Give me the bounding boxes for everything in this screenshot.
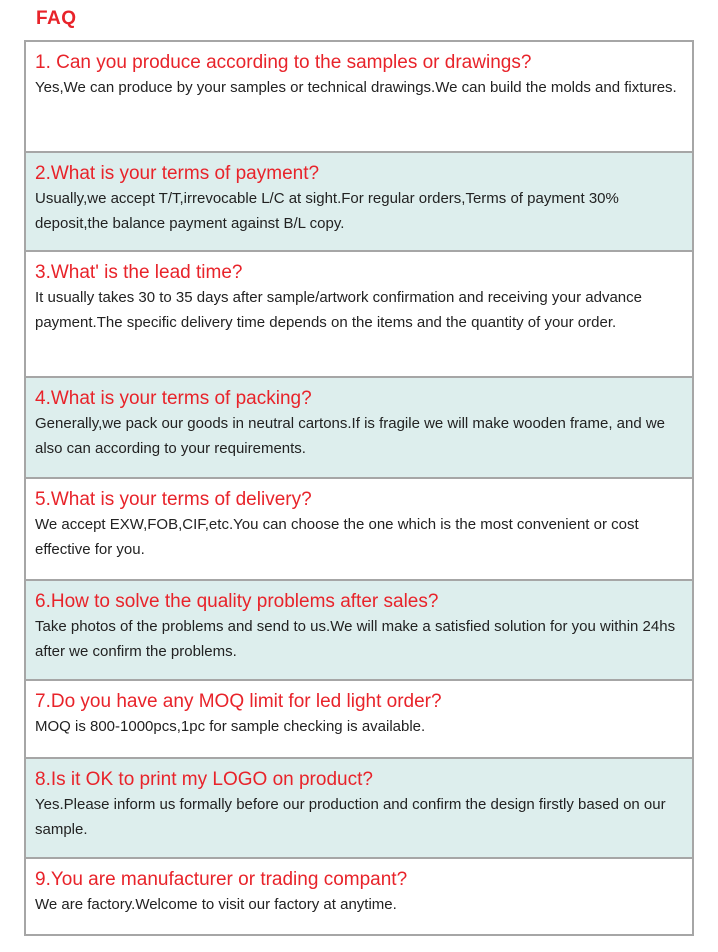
faq-answer-2: Usually,we accept T/T,irrevocable L/C at sight.For regular orders,Terms of payment 30% deposit,the balance payment against B/L copy.: [35, 190, 619, 232]
faq-answer-7: MOQ is 800-1000pcs,1pc for sample checking is available.: [35, 718, 426, 735]
faq-list: [24, 40, 694, 936]
page-title: FAQ: [36, 8, 77, 29]
faq-item-9: [26, 859, 692, 934]
faq-answer-1: Yes,We can produce by your samples or technical drawings.We can build the molds and fixtures.: [35, 79, 677, 96]
faq-item-5: [26, 479, 692, 581]
faq-item-6: [26, 581, 692, 681]
faq-answer-4: Generally,we pack our goods in neutral cartons.If is fragile we will make wooden frame, and we also can according to your requirements.: [35, 415, 666, 457]
faq-item-1: [26, 42, 692, 153]
faq-item-8: [26, 759, 692, 859]
faq-question-2: 2.What is your terms of payment?: [35, 163, 320, 184]
faq-question-7: 7.Do you have any MOQ limit for led light order?: [35, 691, 442, 712]
faq-answer-9: We are factory.Welcome to visit our factory at anytime.: [35, 896, 397, 913]
faq-question-9: 9.You are manufacturer or trading compant?: [35, 869, 408, 890]
faq-item-7: [26, 681, 692, 759]
faq-question-4: 4.What is your terms of packing?: [35, 388, 312, 409]
faq-question-1: 1. Can you produce according to the samples or drawings?: [35, 52, 532, 73]
faq-answer-5: We accept EXW,FOB,CIF,etc.You can choose the one which is the most convenient or cost effective for you.: [35, 516, 639, 558]
faq-item-2: [26, 153, 692, 252]
faq-answer-8: Yes.Please inform us formally before our production and confirm the design firstly based on our sample.: [35, 796, 666, 838]
faq-answer-3: It usually takes 30 to 35 days after sample/artwork confirmation and receiving your advance payment.The specific delivery time depends on the items and the quantity of your order.: [35, 289, 642, 331]
faq-answer-6: Take photos of the problems and send to us.We will make a satisfied solution for you within 24hs after we confirm the problems.: [35, 618, 676, 660]
faq-item-3: [26, 252, 692, 378]
faq-question-3: 3.What' is the lead time?: [35, 262, 243, 283]
faq-question-5: 5.What is your terms of delivery?: [35, 489, 312, 510]
faq-question-6: 6.How to solve the quality problems after sales?: [35, 591, 439, 612]
faq-question-8: 8.Is it OK to print my LOGO on product?: [35, 769, 373, 790]
faq-item-4: [26, 378, 692, 479]
